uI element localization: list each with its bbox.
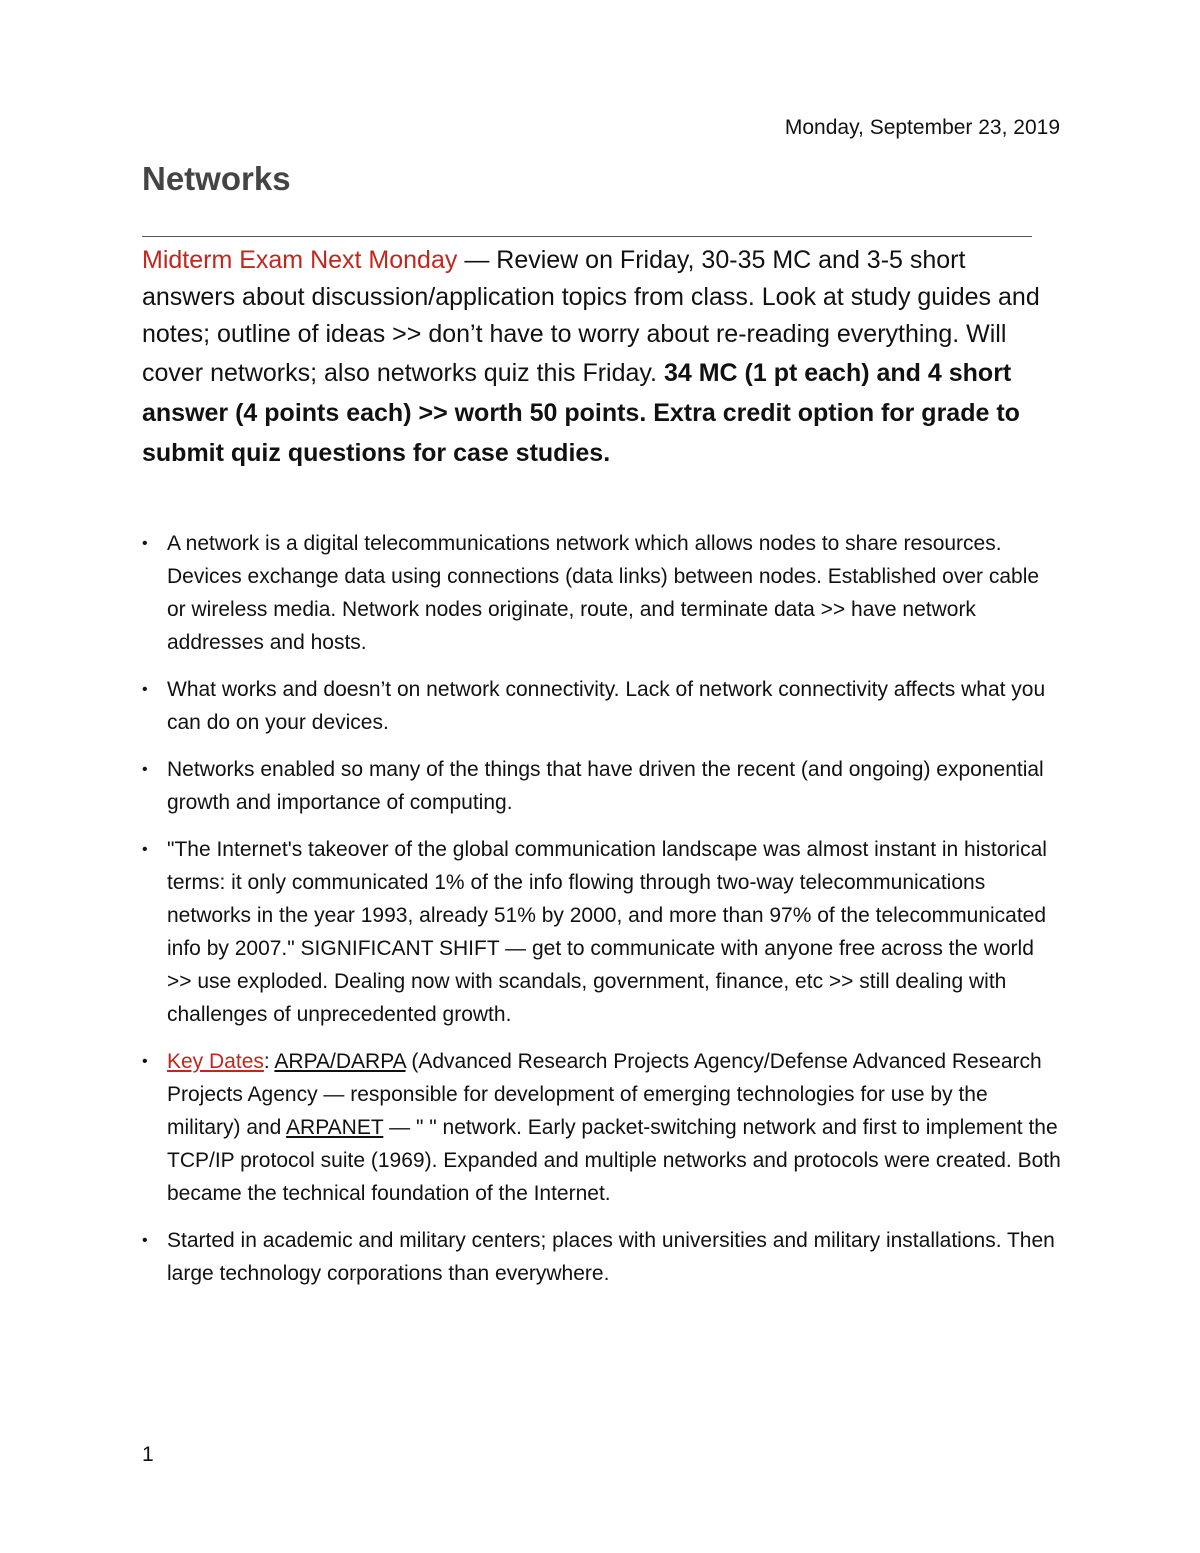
arpa-darpa-link[interactable]: ARPA/DARPA (274, 1050, 406, 1073)
intro-bold-text: 34 MC (1 pt each) and 4 short answer (4 points each) >> worth 50 points. Extra credit option for grade to submit quiz questions for case studies. (142, 359, 1020, 467)
list-item (142, 527, 1062, 659)
list-item-text: — " " network. Early packet-switching network and first to implement the TCP/IP protocol suite (1969). Expanded and multiple networks and protocols were created. Both became the technical foundation of the Internet. (167, 1116, 1061, 1205)
page-title: Networks (142, 160, 291, 197)
bullet-icon: • (142, 681, 148, 698)
bullet-icon: • (142, 841, 148, 858)
bullet-icon: • (142, 535, 148, 552)
midterm-highlight: Midterm Exam Next Monday (142, 246, 458, 274)
list-item-text: "The Internet's takeover of the global communication landscape was almost instant in historical terms: it only communicated 1% of the info flowing through two-way telecommunications networks in the year 1993, already 51% by 2000, and more than 97% of the telecommunicated info by 2007." SIGNIFICANT SHIFT — get to communicate with anyone free across the world >> use exploded. Dealing now with scandals, government, finance, etc >> still dealing with challenges of unprecedented growth. (167, 838, 1047, 1026)
page-number: 1 (142, 1443, 154, 1466)
list-item (142, 753, 1062, 819)
list-item-text: A network is a digital telecommunications network which allows nodes to share resources. Devices exchange data using connections (data links) between nodes. Established over cable or wireless media. Network nodes originate, route, and terminate data >> have network addresses and hosts. (167, 532, 1040, 654)
list-item-text: Networks enabled so many of the things that have driven the recent (and ongoing) exponential growth and importance of computing. (167, 758, 1044, 814)
document-date: Monday, September 23, 2019 (784, 116, 1060, 139)
intro-paragraph (142, 242, 1042, 473)
list-item-text: What works and doesn’t on network connectivity. Lack of network connectivity affects what you can do on your devices. (167, 678, 1046, 734)
key-dates-link[interactable]: Key Dates (167, 1050, 264, 1073)
key-dates-colon: : (263, 1050, 275, 1073)
list-item (142, 1045, 1062, 1210)
title-divider (142, 236, 1032, 237)
notes-bullet-list (142, 527, 1062, 1304)
list-item-text: (Advanced Research Projects Agency/Defense Advanced Research Projects Agency — responsible for development of emerging technologies for use by the military) and (167, 1050, 1042, 1139)
intro-text: — Review on Friday, 30-35 MC and 3-5 short answers about discussion/application topics from class. Look at study guides and notes; outline of ideas >> don’t have to worry about re-reading everything. Will cover networks; also networks quiz this Friday. (142, 246, 1040, 387)
list-item (142, 673, 1062, 739)
bullet-icon: • (142, 1232, 148, 1249)
bullet-icon: • (142, 1053, 148, 1070)
bullet-icon: • (142, 761, 148, 778)
list-item (142, 1224, 1062, 1290)
arpanet-link[interactable]: ARPANET (286, 1116, 384, 1139)
list-item (142, 833, 1062, 1031)
list-item-text: Started in academic and military centers; places with universities and military installations. Then large technology corporations than everywhere. (167, 1229, 1055, 1285)
